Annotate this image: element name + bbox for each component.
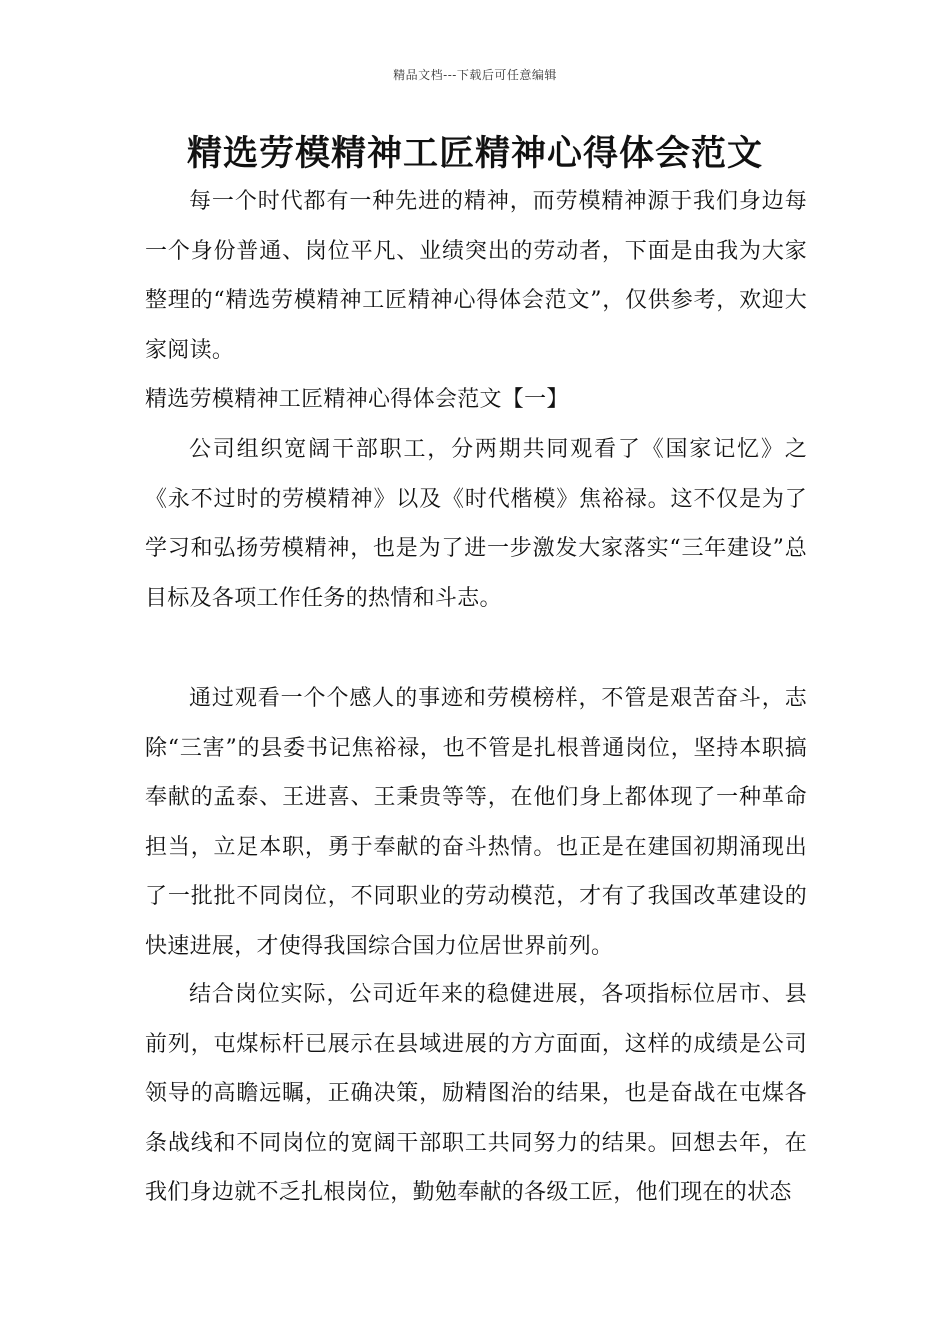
document-title: 精选劳模精神工匠精神心得体会范文 (186, 133, 763, 174)
header-note: 精品文档---下载后可任意编辑 (393, 68, 557, 82)
body-paragraph-3: 结合岗位实际，公司近年来的稳健进展，各项指标位居市、县前列，屯煤标杆已展示在县域进展的方方面面，这样的成绩是公司领导的高瞻远瞩，正确决策，励精图治的结果，也是奋战在屯煤各条战线和不同岗位的宽阔干部职工共同努力的结果。回想去年，在我们身边就不乏扎根岗位，勤勉奉献的各级工匠，他们现在的状态 (145, 982, 807, 1205)
section-heading: 精选劳模精神工匠精神心得体会范文【一】 (145, 387, 569, 412)
body-paragraph-2: 通过观看一个个感人的事迹和劳模榜样，不管是艰苦奋斗，志除“三害”的县委书记焦裕禄，也不管是扎根普通岗位，坚持本职搞奉献的孟泰、王进喜、王秉贵等等，在他们身上都体现了一种革命担当，立足本职，勇于奉献的奋斗热情。也正是在建国初期涌现出了一批批不同岗位，不同职业的劳动模范，才有了我国改革建设的快速进展，才使得我国综合国力位居世界前列。 (145, 686, 807, 959)
body-paragraph-1: 公司组织宽阔干部职工，分两期共同观看了《国家记忆》之《永不过时的劳模精神》以及《时代楷模》焦裕禄。这不仅是为了学习和弘扬劳模精神，也是为了进一步激发大家落实“三年建设”总目标及各项工作任务的热情和斗志。 (145, 437, 807, 611)
intro-paragraph: 每一个时代都有一种先进的精神，而劳模精神源于我们身边每一个身份普通、岗位平凡、业绩突出的劳动者，下面是由我为大家整理的“精选劳模精神工匠精神心得体会范文”，仅供参考，欢迎大家阅读。 (145, 189, 807, 363)
